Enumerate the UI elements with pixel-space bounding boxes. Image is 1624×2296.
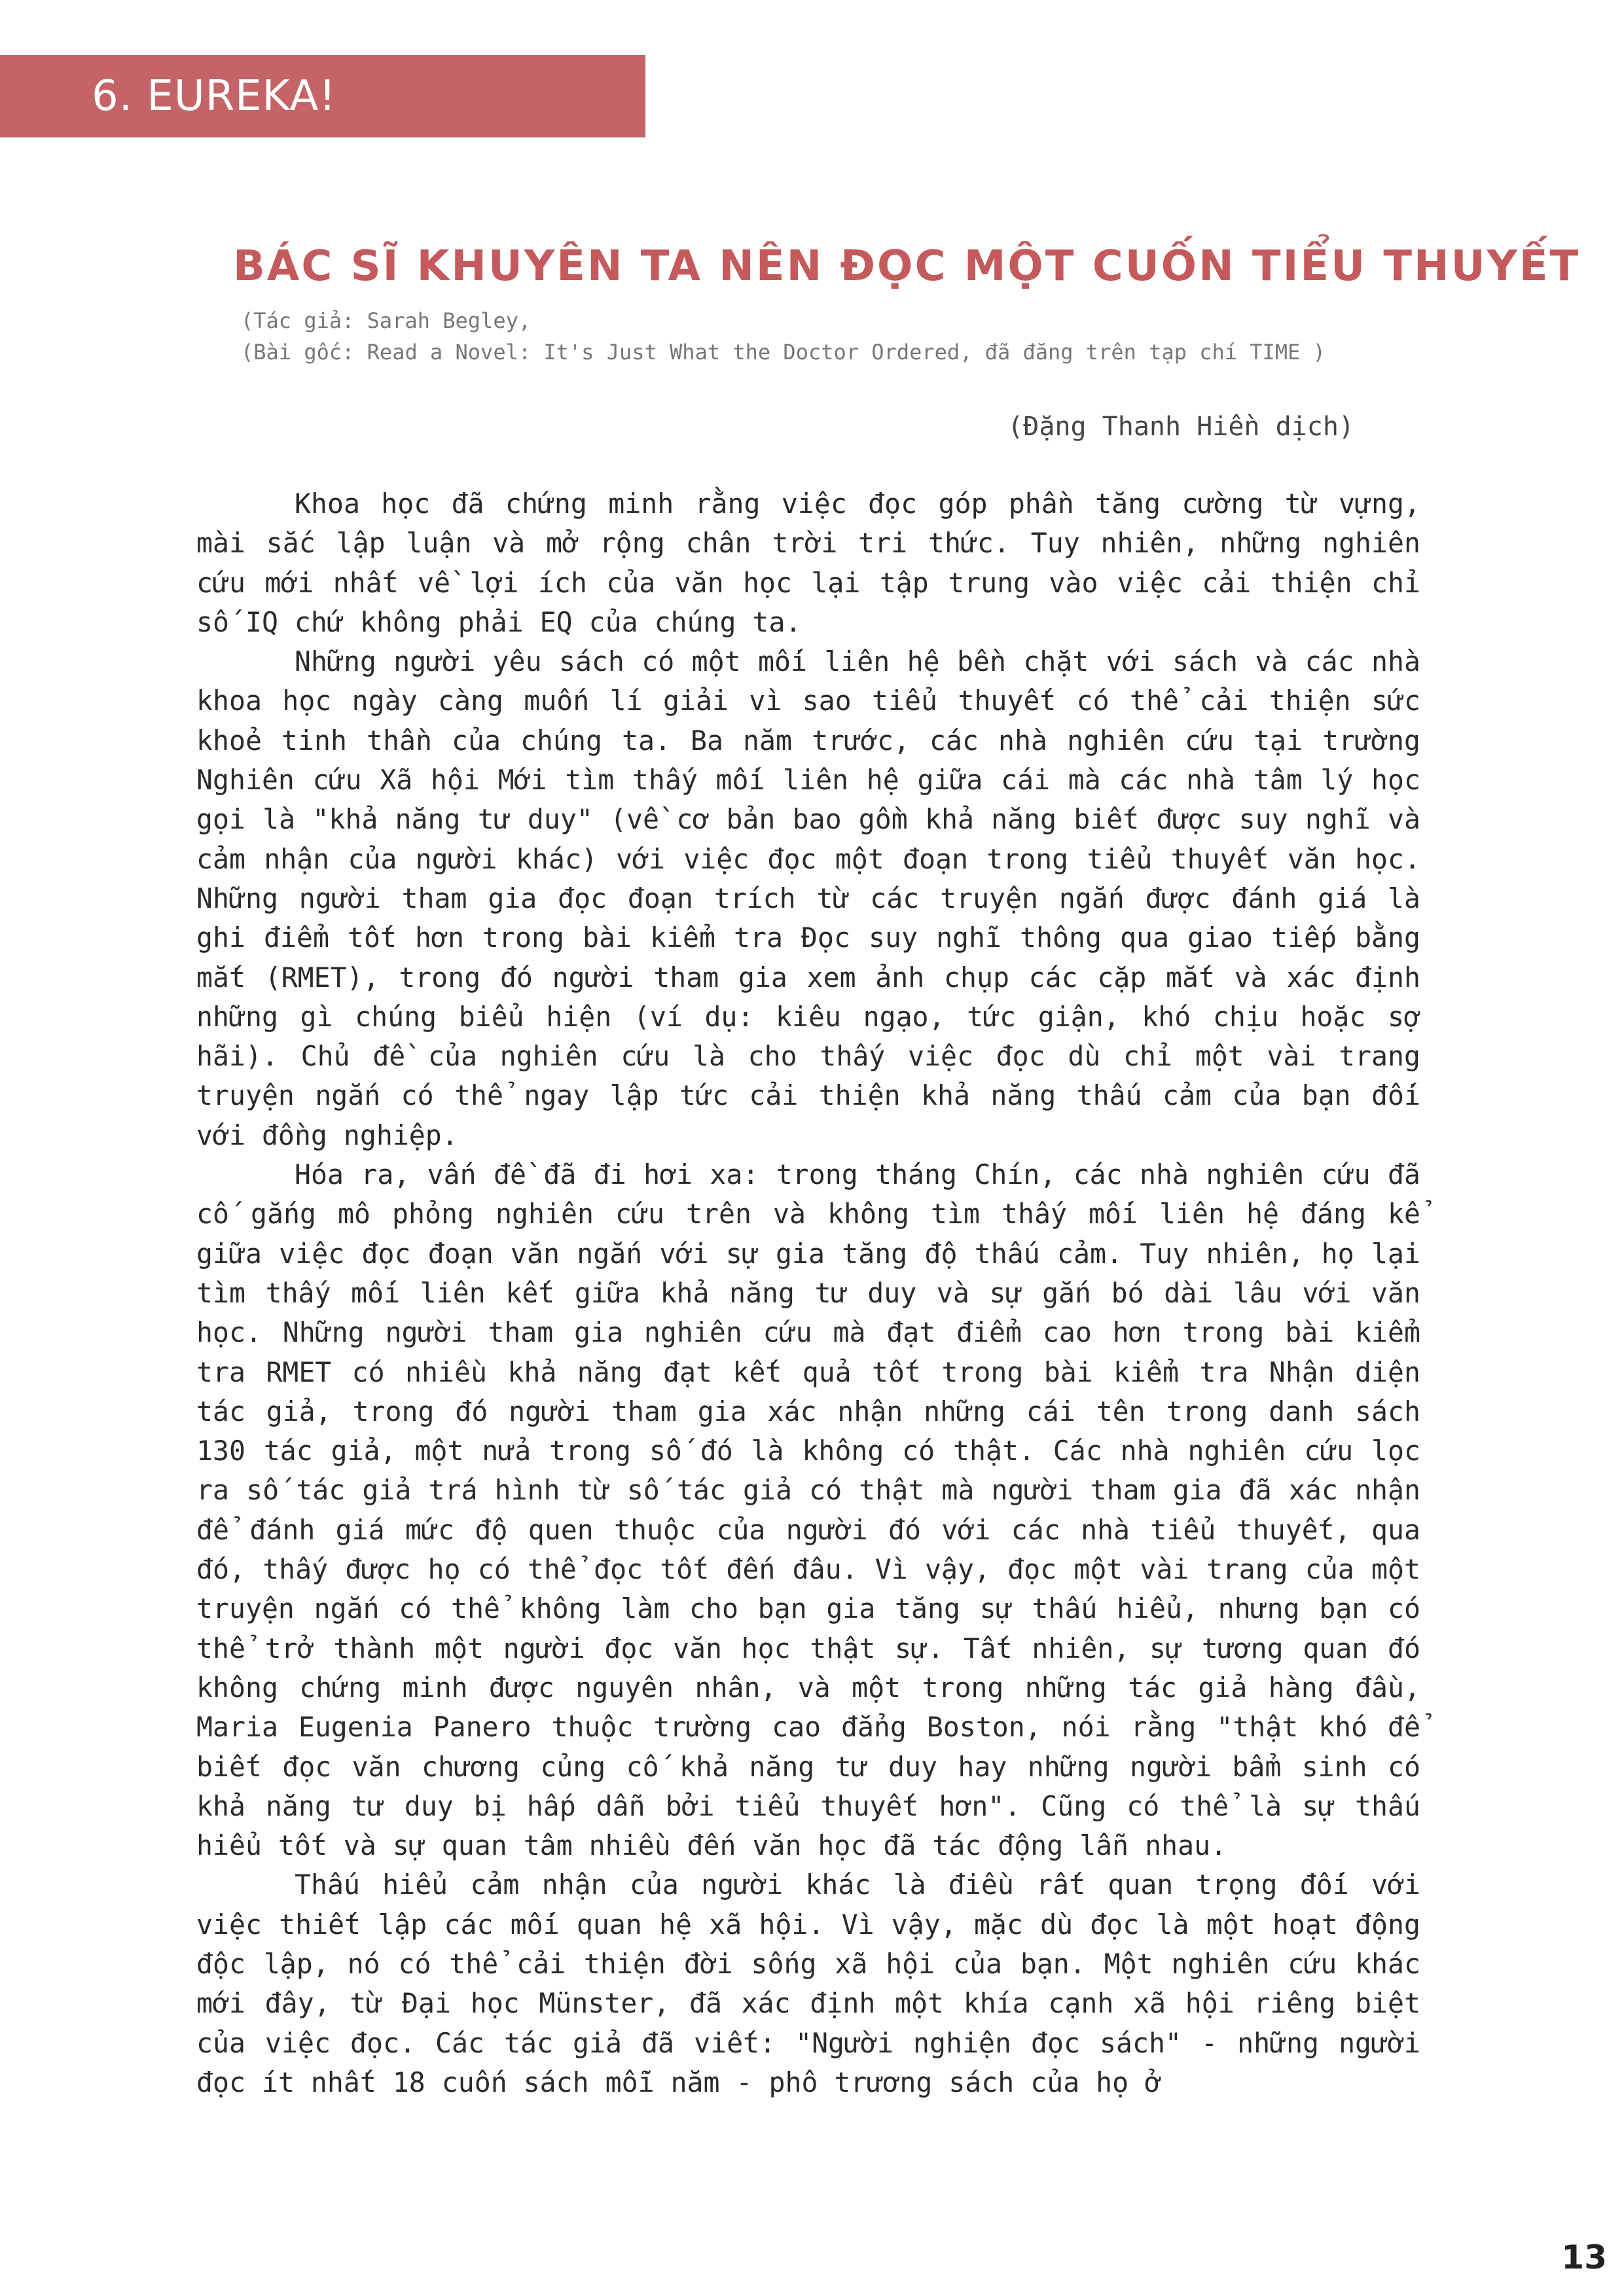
translator-credit: (Đặng Thanh Hiền dịch) [1007,412,1354,442]
body-paragraph: Thấu hiểu cảm nhận của người khác là điều rất quan trọng đối với việc thiết lập các mối quan hệ xã hội. Vì vậy, mặc dù đọc là một hoạt động độc lập, nó có thể cải thiện đời sống xã hội của bạn. Một nghiên cứu khác mới đây, từ Đại học Münster, đã xác định một khía cạnh xã hội riêng biệt của việc đọc. Các tác giả đã viết: "Người nghiện đọc sách" - những người đọc ít nhất 18 cuốn sách mỗi năm - phô trương sách của họ ở [196,1869,1420,2098]
article-body [196,484,1420,2102]
section-banner [0,55,645,137]
body-paragraph: Khoa học đã chứng minh rằng việc đọc góp phần tăng cường từ vựng, mài sắc lập luận và mở rộng chân trời tri thức. Tuy nhiên, những nghiên cứu mới nhất về lợi ích của văn học lại tập trung vào việc cải thiện chỉ số IQ chứ không phải EQ của chúng ta. [196,488,1420,638]
body-paragraph: Hóa ra, vấn đề đã đi hơi xa: trong tháng Chín, các nhà nghiên cứu đã cố gắng mô phỏng nghiên cứu trên và không tìm thấy mối liên hệ đáng kể giữa việc đọc đoạn văn ngắn với sự gia tăng độ thấu cảm. Tuy nhiên, họ lại tìm thấy mối liên kết giữa khả năng tư duy và sự gắn bó dài lâu với văn học. Những người tham gia nghiên cứu mà đạt điểm cao hơn trong bài kiểm tra RMET có nhiều khả năng đạt kết quả tốt trong bài kiểm tra Nhận diện tác giả, trong đó người tham gia xác nhận những cái tên trong danh sách 130 tác giả, một nửa trong số đó là không có thật. Các nhà nghiên cứu lọc ra số tác giả trá hình từ số tác giả có thật mà người tham gia đã xác nhận để đánh giá mức độ quen thuộc của người đó với các nhà tiểu thuyết, qua đó, thấy được họ có thể đọc tốt đến đâu. Vì vậy, đọc một vài trang của một truyện ngắn có thể không làm cho bạn gia tăng sự thấu hiểu, nhưng bạn có thể trở thành một người đọc văn học thật sự. Tất nhiên, sự tương quan đó không chứng minh được nguyên nhân, và một trong những tác giả hàng đầu, Maria Eugenia Panero thuộc trường cao đẳng Boston, nói rằng "thật khó để biết đọc văn chương củng cố khả năng tư duy hay những người bẩm sinh có khả năng tư duy bị hấp dẫn bởi tiểu thuyết hơn". Cũng có thể là sự thấu hiểu tốt và sự quan tâm nhiều đến văn học đã tác động lẫn nhau. [196,1158,1420,1862]
source-credit: (Bài gốc: Read a Novel: It's Just What the Doctor Ordered, đã đăng trên tạp chí TIME ) [241,340,1326,365]
author-credit: (Tác giả: Sarah Begley, [241,308,532,333]
body-paragraph: Những người yêu sách có một mối liên hệ bền chặt với sách và các nhà khoa học ngày càng muốn lí giải vì sao tiểu thuyết có thể cải thiện sức khoẻ tinh thần của chúng ta. Ba năm trước, các nhà nghiên cứu tại trường Nghiên cứu Xã hội Mới tìm thấy mối liên hệ giữa cái mà các nhà tâm lý học gọi là "khả năng tư duy" (về cơ bản bao gồm khả năng biết được suy nghĩ và cảm nhận của người khác) với việc đọc một đoạn trong tiểu thuyết văn học. Những người tham gia đọc đoạn trích từ các truyện ngắn được đánh giá là ghi điểm tốt hơn trong bài kiểm tra Đọc suy nghĩ thông qua giao tiếp bằng mắt (RMET), trong đó người tham gia xem ảnh chụp các cặp mắt và xác định những gì chúng biểu hiện (ví dụ: kiêu ngạo, tức giận, khó chịu hoặc sợ hãi). Chủ đề của nghiên cứu là cho thấy việc đọc dù chỉ một vài trang truyện ngắn có thể ngay lập tức cải thiện khả năng thấu cảm của bạn đối với đồng nghiệp. [196,645,1420,1151]
article-title: BÁC SĨ KHUYÊN TA NÊN ĐỌC MỘT CUỐN TIỂU THUYẾT [233,242,1581,291]
page-number: 13 [1561,2238,1607,2276]
section-header-label: 6. EUREKA! [92,72,336,120]
